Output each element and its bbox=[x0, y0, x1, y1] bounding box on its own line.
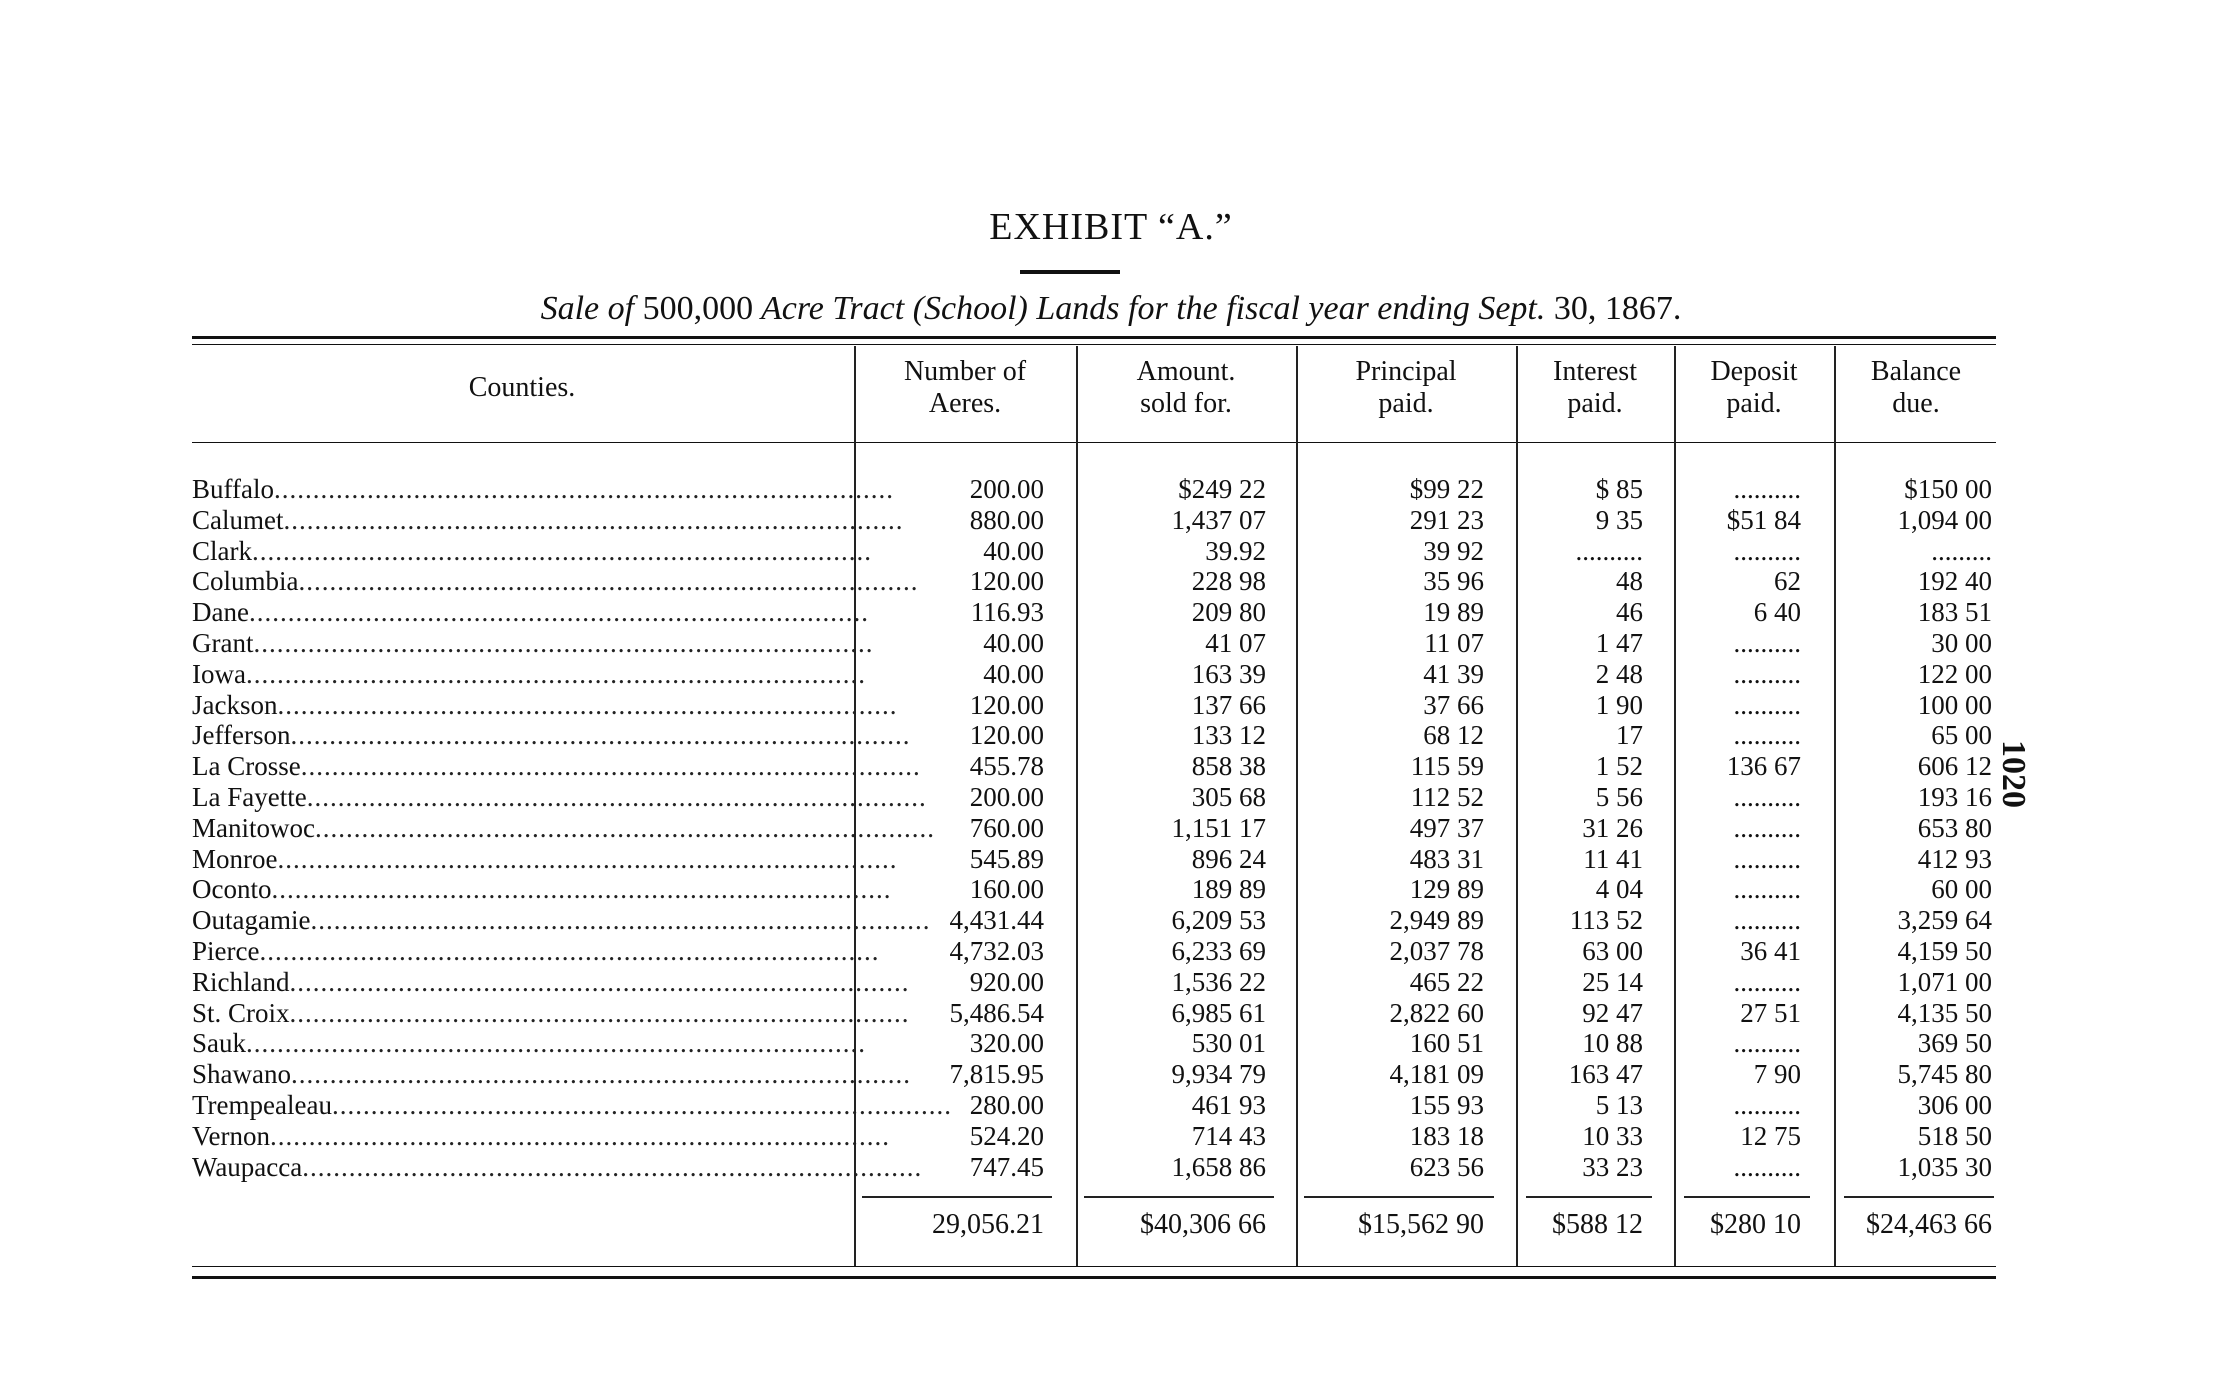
county-cell bbox=[192, 843, 898, 875]
balance-cell: 100 00 bbox=[1917, 689, 1992, 720]
deposit-cell: 7 90 bbox=[1753, 1059, 1801, 1090]
acres-cell: 545.89 bbox=[969, 843, 1044, 874]
header-acres-line-1: Number of bbox=[903, 356, 1027, 387]
table-row bbox=[0, 505, 2222, 536]
balance-cell: 306 00 bbox=[1917, 1090, 1992, 1120]
dot-leader: ................................................................................ bbox=[277, 689, 898, 720]
acres-cell: 40.00 bbox=[983, 535, 1044, 566]
acres-cell: 116.93 bbox=[970, 597, 1044, 628]
acres-cell: 760.00 bbox=[969, 812, 1044, 843]
deposit-cell: .......... bbox=[1733, 658, 1801, 689]
principal-cell: 129 89 bbox=[1409, 874, 1484, 905]
interest-cell: 1 47 bbox=[1595, 628, 1643, 658]
header-amount-line-1: Amount. bbox=[1136, 356, 1236, 387]
balance-cell: ......... bbox=[1931, 535, 1992, 566]
table-row bbox=[0, 1152, 2222, 1183]
principal-cell: $99 22 bbox=[1409, 474, 1484, 504]
acres-cell: 320.00 bbox=[969, 1028, 1044, 1059]
county-cell bbox=[192, 966, 910, 998]
table-row bbox=[0, 628, 2222, 659]
total-balance: $24,463 66 bbox=[1866, 1209, 1992, 1240]
principal-cell: 183 18 bbox=[1409, 1120, 1484, 1151]
acres-cell: 455.78 bbox=[969, 751, 1044, 782]
total-deposit: $280 10 bbox=[1710, 1209, 1801, 1240]
interest-cell: 63 00 bbox=[1582, 936, 1643, 966]
acres-cell: 120.00 bbox=[969, 689, 1044, 720]
interest-cell: 2 48 bbox=[1595, 658, 1643, 689]
acres-cell: 747.45 bbox=[969, 1151, 1044, 1182]
deposit-cell: .......... bbox=[1733, 535, 1801, 566]
principal-cell: 112 52 bbox=[1410, 782, 1484, 812]
amount-cell: 228 98 bbox=[1191, 566, 1266, 597]
amount-cell: 189 89 bbox=[1191, 874, 1266, 905]
table-row bbox=[0, 659, 2222, 690]
county-cell bbox=[192, 936, 880, 967]
amount-cell: 461 93 bbox=[1191, 1090, 1266, 1120]
dot-leader: ................................................................................ bbox=[300, 751, 921, 782]
amount-cell: 6,209 53 bbox=[1171, 905, 1266, 936]
totals-row bbox=[0, 1208, 2222, 1242]
interest-cell: 25 14 bbox=[1582, 966, 1643, 997]
dot-leader: ................................................................................ bbox=[269, 1120, 890, 1151]
interest-cell: 33 23 bbox=[1582, 1151, 1643, 1182]
deposit-cell: .......... bbox=[1733, 628, 1801, 658]
acres-cell: 200.00 bbox=[969, 782, 1044, 812]
county-cell bbox=[192, 566, 919, 597]
dot-leader: ................................................................................ bbox=[271, 874, 892, 905]
header-interest-line-2: paid. bbox=[1567, 388, 1623, 419]
acres-cell: 880.00 bbox=[969, 504, 1044, 535]
balance-cell: 183 51 bbox=[1917, 597, 1992, 628]
table-row bbox=[0, 1028, 2222, 1059]
table-row bbox=[0, 1059, 2222, 1090]
dot-leader: ................................................................................ bbox=[248, 597, 869, 628]
amount-cell: 41 07 bbox=[1205, 628, 1266, 658]
header-bottom-rule bbox=[192, 442, 1996, 443]
balance-cell: 65 00 bbox=[1931, 720, 1992, 751]
county-cell bbox=[192, 1059, 911, 1090]
title-underline bbox=[1020, 270, 1120, 274]
county-cell bbox=[192, 1151, 923, 1183]
interest-cell: 11 41 bbox=[1583, 843, 1643, 874]
dot-leader: ................................................................................ bbox=[331, 1090, 952, 1120]
dot-leader: ................................................................................ bbox=[314, 812, 935, 843]
principal-cell: 35 96 bbox=[1423, 566, 1484, 597]
table-row bbox=[0, 905, 2222, 936]
balance-cell: 1,094 00 bbox=[1897, 504, 1992, 535]
total-interest: $588 12 bbox=[1552, 1209, 1643, 1240]
totals-rule bbox=[1304, 1196, 1494, 1198]
table-row bbox=[0, 720, 2222, 751]
county-name: Columbia bbox=[192, 566, 299, 597]
amount-cell: 858 38 bbox=[1191, 751, 1266, 782]
principal-cell: 41 39 bbox=[1423, 658, 1484, 689]
county-name: Calumet bbox=[192, 504, 284, 535]
dot-leader: ................................................................................ bbox=[290, 720, 911, 751]
principal-cell: 155 93 bbox=[1409, 1090, 1484, 1120]
county-name: Jefferson bbox=[192, 720, 291, 751]
acres-cell: 4,732.03 bbox=[949, 936, 1044, 966]
table-row bbox=[0, 782, 2222, 813]
amount-cell: 1,437 07 bbox=[1171, 504, 1266, 535]
deposit-cell: 36 41 bbox=[1740, 936, 1801, 966]
interest-cell: 113 52 bbox=[1569, 905, 1643, 936]
county-cell bbox=[192, 504, 904, 536]
balance-cell: 5,745 80 bbox=[1897, 1059, 1992, 1090]
balance-cell: 4,159 50 bbox=[1897, 936, 1992, 966]
county-name: Monroe bbox=[192, 843, 278, 874]
county-name: Dane bbox=[192, 597, 249, 628]
table-row bbox=[0, 474, 2222, 505]
dot-leader: ................................................................................ bbox=[253, 628, 874, 658]
deposit-cell: .......... bbox=[1733, 966, 1801, 997]
principal-cell: 465 22 bbox=[1409, 966, 1484, 997]
county-cell bbox=[192, 751, 921, 782]
dot-leader: ................................................................................ bbox=[310, 905, 931, 936]
balance-cell: 192 40 bbox=[1917, 566, 1992, 597]
balance-cell: 606 12 bbox=[1917, 751, 1992, 782]
interest-cell: 46 bbox=[1616, 597, 1643, 628]
county-cell bbox=[192, 535, 872, 567]
balance-cell: 122 00 bbox=[1917, 658, 1992, 689]
table-row bbox=[0, 936, 2222, 967]
dot-leader: ................................................................................ bbox=[290, 1059, 911, 1090]
dot-leader: ................................................................................ bbox=[252, 535, 872, 566]
dot-leader: ................................................................................ bbox=[306, 782, 927, 812]
county-name: La Fayette bbox=[192, 782, 307, 812]
deposit-cell: .......... bbox=[1733, 812, 1801, 843]
header-counties bbox=[192, 372, 852, 404]
deposit-cell: 136 67 bbox=[1726, 751, 1801, 782]
county-name: Pierce bbox=[192, 936, 260, 966]
total-amount: $40,306 66 bbox=[1140, 1209, 1266, 1240]
balance-cell: 60 00 bbox=[1931, 874, 1992, 905]
table-top-rule bbox=[192, 336, 1996, 339]
interest-cell: 48 bbox=[1616, 566, 1643, 597]
dot-leader: ................................................................................ bbox=[289, 997, 910, 1028]
county-name: Manitowoc bbox=[192, 812, 315, 843]
table-row bbox=[0, 690, 2222, 721]
county-cell bbox=[192, 1120, 890, 1152]
balance-cell: 4,135 50 bbox=[1897, 997, 1992, 1028]
dot-leader: ................................................................................ bbox=[246, 1028, 866, 1059]
deposit-cell: .......... bbox=[1733, 905, 1801, 936]
table-row bbox=[0, 566, 2222, 597]
principal-cell: 483 31 bbox=[1409, 843, 1484, 874]
principal-cell: 2,037 78 bbox=[1389, 936, 1484, 966]
county-name: Richland bbox=[192, 966, 290, 997]
interest-cell: 10 33 bbox=[1582, 1120, 1643, 1151]
county-name: St. Croix bbox=[192, 997, 290, 1028]
balance-cell: 518 50 bbox=[1917, 1120, 1992, 1151]
total-principal: $15,562 90 bbox=[1358, 1209, 1484, 1240]
interest-cell: 31 26 bbox=[1582, 812, 1643, 843]
balance-cell: 653 80 bbox=[1917, 812, 1992, 843]
header-principal bbox=[1298, 356, 1514, 420]
county-name: Jackson bbox=[192, 689, 278, 720]
header-balance bbox=[1836, 356, 1996, 420]
deposit-cell: .......... bbox=[1733, 720, 1801, 751]
deposit-cell: 62 bbox=[1774, 566, 1801, 597]
amount-cell: 530 01 bbox=[1191, 1028, 1266, 1059]
header-deposit-line-2: paid. bbox=[1726, 388, 1782, 419]
dot-leader: ................................................................................ bbox=[277, 843, 898, 874]
table-row bbox=[0, 1121, 2222, 1152]
amount-cell: 1,536 22 bbox=[1171, 966, 1266, 997]
amount-cell: 163 39 bbox=[1191, 658, 1266, 689]
header-acres bbox=[856, 356, 1074, 420]
balance-cell: 193 16 bbox=[1917, 782, 1992, 812]
acres-cell: 120.00 bbox=[969, 566, 1044, 597]
table-row bbox=[0, 998, 2222, 1029]
principal-cell: 39 92 bbox=[1423, 535, 1484, 566]
dot-leader: ................................................................................ bbox=[298, 566, 919, 597]
amount-cell: 137 66 bbox=[1191, 689, 1266, 720]
county-name: Shawano bbox=[192, 1059, 291, 1090]
acres-cell: 160.00 bbox=[969, 874, 1044, 905]
amount-cell: $249 22 bbox=[1178, 474, 1266, 504]
amount-cell: 39.92 bbox=[1205, 535, 1266, 566]
header-balance-line-1: Balance bbox=[1870, 356, 1962, 387]
county-cell bbox=[192, 689, 898, 721]
interest-cell: .......... bbox=[1575, 535, 1643, 566]
interest-cell: 9 35 bbox=[1595, 504, 1643, 535]
balance-cell: $150 00 bbox=[1904, 474, 1992, 504]
deposit-cell: .......... bbox=[1733, 782, 1801, 812]
county-cell bbox=[192, 905, 931, 936]
total-acres: 29,056.21 bbox=[932, 1209, 1044, 1240]
table-subtitle bbox=[0, 290, 2222, 328]
interest-cell: 1 90 bbox=[1595, 689, 1643, 720]
interest-cell: 92 47 bbox=[1582, 997, 1643, 1028]
acres-cell: 40.00 bbox=[983, 658, 1044, 689]
dot-leader: ................................................................................ bbox=[274, 474, 894, 504]
balance-cell: 3,259 64 bbox=[1897, 905, 1992, 936]
table-bottom-rule bbox=[192, 1276, 1996, 1279]
county-cell bbox=[192, 1090, 952, 1121]
interest-cell: 1 52 bbox=[1595, 751, 1643, 782]
header-interest-line-1: Interest bbox=[1553, 356, 1637, 387]
deposit-cell: $51 84 bbox=[1726, 504, 1801, 535]
acres-cell: 524.20 bbox=[969, 1120, 1044, 1151]
county-name: Sauk bbox=[192, 1028, 246, 1059]
acres-cell: 7,815.95 bbox=[949, 1059, 1044, 1090]
table-row bbox=[0, 597, 2222, 628]
county-cell bbox=[192, 812, 935, 844]
county-cell bbox=[192, 597, 869, 628]
totals-rule bbox=[1684, 1196, 1810, 1198]
amount-cell: 9,934 79 bbox=[1171, 1059, 1266, 1090]
table-row bbox=[0, 751, 2222, 782]
acres-cell: 4,431.44 bbox=[949, 905, 1044, 936]
amount-cell: 1,658 86 bbox=[1171, 1151, 1266, 1182]
amount-cell: 305 68 bbox=[1191, 782, 1266, 812]
deposit-cell: 27 51 bbox=[1740, 997, 1801, 1028]
balance-cell: 412 93 bbox=[1917, 843, 1992, 874]
header-principal-line-1: Principal bbox=[1355, 356, 1457, 387]
county-cell bbox=[192, 658, 866, 690]
header-principal-line-2: paid. bbox=[1378, 388, 1434, 419]
header-deposit-line-1: Deposit bbox=[1710, 356, 1798, 387]
deposit-cell: .......... bbox=[1733, 1028, 1801, 1059]
interest-cell: 5 56 bbox=[1595, 782, 1643, 812]
county-name: Outagamie bbox=[192, 905, 311, 936]
principal-cell: 623 56 bbox=[1409, 1151, 1484, 1182]
header-counties-label: Counties. bbox=[468, 372, 576, 403]
totals-rule bbox=[1526, 1196, 1652, 1198]
interest-cell: 4 04 bbox=[1595, 874, 1643, 905]
table-row bbox=[0, 967, 2222, 998]
header-deposit bbox=[1676, 356, 1832, 420]
totals-rule bbox=[1844, 1196, 1994, 1198]
county-cell bbox=[192, 997, 910, 1029]
acres-cell: 920.00 bbox=[969, 966, 1044, 997]
balance-cell: 1,035 30 bbox=[1897, 1151, 1992, 1182]
totals-rule bbox=[862, 1196, 1052, 1198]
amount-cell: 6,233 69 bbox=[1171, 936, 1266, 966]
table-row bbox=[0, 813, 2222, 844]
interest-cell: 17 bbox=[1616, 720, 1643, 751]
header-balance-line-2: due. bbox=[1892, 388, 1940, 419]
dot-leader: ................................................................................ bbox=[245, 658, 866, 689]
county-cell bbox=[192, 474, 894, 505]
county-cell bbox=[192, 628, 874, 659]
interest-cell: 5 13 bbox=[1595, 1090, 1643, 1120]
principal-cell: 2,949 89 bbox=[1389, 905, 1484, 936]
interest-cell: 10 88 bbox=[1582, 1028, 1643, 1059]
table-row bbox=[0, 1090, 2222, 1121]
principal-cell: 37 66 bbox=[1423, 689, 1484, 720]
deposit-cell: .......... bbox=[1733, 474, 1801, 504]
county-cell bbox=[192, 782, 927, 813]
amount-cell: 896 24 bbox=[1191, 843, 1266, 874]
county-cell bbox=[192, 720, 911, 751]
deposit-cell: 6 40 bbox=[1753, 597, 1801, 628]
table-row bbox=[0, 874, 2222, 905]
county-name: Buffalo bbox=[192, 474, 274, 504]
table-top-rule-inner bbox=[192, 344, 1996, 345]
county-name: La Crosse bbox=[192, 751, 301, 782]
amount-cell: 6,985 61 bbox=[1171, 997, 1266, 1028]
balance-cell: 369 50 bbox=[1917, 1028, 1992, 1059]
table-bottom-rule-inner bbox=[192, 1266, 1996, 1267]
amount-cell: 209 80 bbox=[1191, 597, 1266, 628]
header-interest bbox=[1518, 356, 1672, 420]
principal-cell: 115 59 bbox=[1410, 751, 1484, 782]
header-amount-line-2: sold for. bbox=[1140, 388, 1232, 419]
header-amount bbox=[1078, 356, 1294, 420]
header-acres-line-2: Aeres. bbox=[928, 388, 1002, 419]
dot-leader: ................................................................................ bbox=[289, 966, 910, 997]
deposit-cell: .......... bbox=[1733, 843, 1801, 874]
county-name: Oconto bbox=[192, 874, 272, 905]
amount-cell: 714 43 bbox=[1191, 1120, 1266, 1151]
deposit-cell: .......... bbox=[1733, 1090, 1801, 1120]
page-number: 1020 bbox=[1995, 740, 2032, 808]
table-row bbox=[0, 844, 2222, 875]
acres-cell: 5,486.54 bbox=[949, 997, 1044, 1028]
amount-cell: 1,151 17 bbox=[1171, 812, 1266, 843]
deposit-cell: .......... bbox=[1733, 1151, 1801, 1182]
county-name: Vernon bbox=[192, 1120, 270, 1151]
principal-cell: 291 23 bbox=[1409, 504, 1484, 535]
deposit-cell: .......... bbox=[1733, 874, 1801, 905]
deposit-cell: 12 75 bbox=[1740, 1120, 1801, 1151]
dot-leader: ................................................................................ bbox=[283, 504, 904, 535]
acres-cell: 120.00 bbox=[969, 720, 1044, 751]
subtitle-part-2: 500,000 bbox=[642, 290, 754, 327]
principal-cell: 497 37 bbox=[1409, 812, 1484, 843]
acres-cell: 200.00 bbox=[969, 474, 1044, 504]
exhibit-title: EXHIBIT “A.” bbox=[989, 206, 1233, 248]
interest-cell: 163 47 bbox=[1568, 1059, 1643, 1090]
acres-cell: 280.00 bbox=[969, 1090, 1044, 1120]
dot-leader: ................................................................................ bbox=[259, 936, 880, 966]
county-cell bbox=[192, 1028, 866, 1059]
county-name: Iowa bbox=[192, 658, 246, 689]
county-name: Trempealeau bbox=[192, 1090, 332, 1120]
principal-cell: 68 12 bbox=[1423, 720, 1484, 751]
principal-cell: 11 07 bbox=[1424, 628, 1484, 658]
subtitle-part-1: Sale of bbox=[540, 290, 635, 327]
table-row bbox=[0, 536, 2222, 567]
subtitle-part-4: 30, 1867. bbox=[1553, 290, 1682, 327]
county-name: Waupacca bbox=[192, 1151, 303, 1182]
acres-cell: 40.00 bbox=[983, 628, 1044, 658]
balance-cell: 30 00 bbox=[1931, 628, 1992, 658]
principal-cell: 4,181 09 bbox=[1389, 1059, 1484, 1090]
interest-cell: $ 85 bbox=[1595, 474, 1643, 504]
county-cell bbox=[192, 874, 892, 905]
totals-rule bbox=[1084, 1196, 1274, 1198]
dot-leader: ................................................................................ bbox=[302, 1151, 923, 1182]
principal-cell: 2,822 60 bbox=[1389, 997, 1484, 1028]
subtitle-part-3: Acre Tract (School) Lands for the fiscal year ending Sept. bbox=[760, 290, 1546, 327]
amount-cell: 133 12 bbox=[1191, 720, 1266, 751]
balance-cell: 1,071 00 bbox=[1897, 966, 1992, 997]
county-name: Clark bbox=[192, 535, 252, 566]
principal-cell: 160 51 bbox=[1409, 1028, 1484, 1059]
deposit-cell: .......... bbox=[1733, 689, 1801, 720]
county-name: Grant bbox=[192, 628, 254, 658]
principal-cell: 19 89 bbox=[1423, 597, 1484, 628]
